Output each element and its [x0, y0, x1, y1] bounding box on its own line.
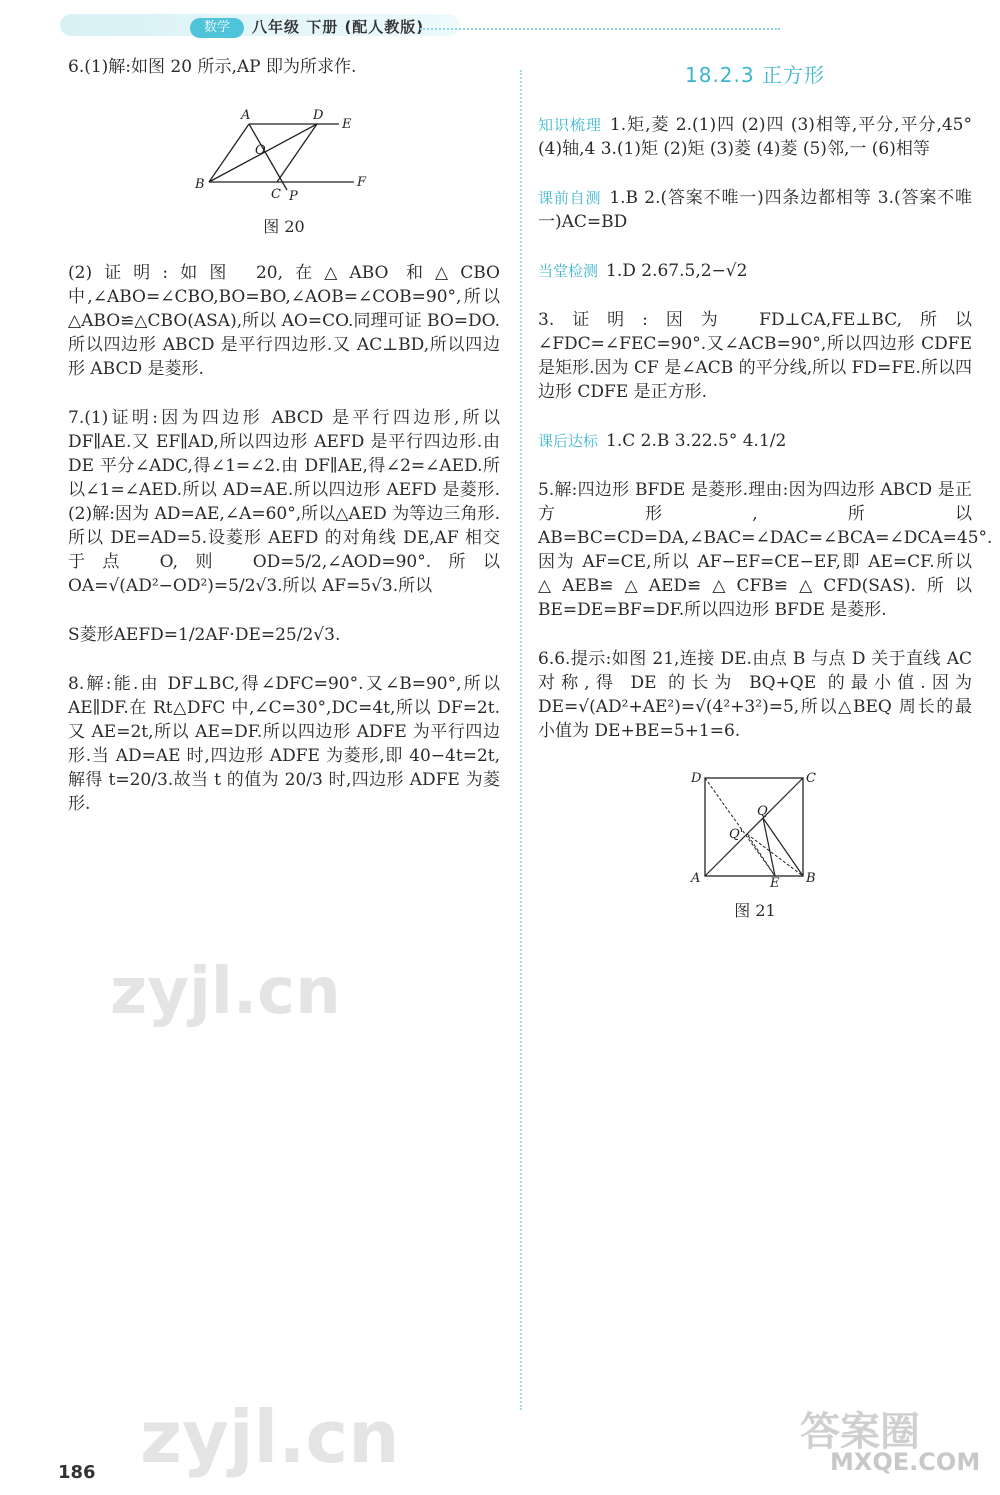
q6-part2: (2)证明:如图 20,在△ABO 和△CBO 中,∠ABO=∠CBO,BO=BO,∠AOB=∠COB=90°,所以△ABO≌△CBO(ASA),所以 AO=CO.同理可证 BO=DO.所以四边形 ABCD 是平行四边形.又 AC⊥BD,所以四边形 ABCD 是菱形. — [68, 263, 500, 379]
fig21-label-Q: Q — [757, 804, 768, 819]
q7: 7.(1)证明:因为四边形 ABCD 是平行四边形,所以 DF∥AE.又 EF∥AD,所以四边形 AEFD 是平行四边形.由 DE 平分∠ADC,得∠1=∠2.由 DF∥AE,得∠2=∠AED.所以∠1=∠AED.所以 AD=AE.所以四边形 AEFD 是菱形. (2)解:因为 AD=AE,∠A=60°,所以△AED 为等边三角形.所以 DE=AD=5.设菱形 AEFD 的对角线 DE,AF 相交于点 O,则 OD=5/2,∠AOD=90°.所以 OA=√(AD²−OD²)=5/2√3.所以 AF=5√3.所以 — [68, 408, 500, 596]
inclass-text: 1.D 2.67.5,2−√2 — [606, 261, 748, 281]
figure-20-caption: 图 20 — [263, 217, 305, 236]
in-class-check — [538, 259, 972, 283]
afterclass-text: 1.C 2.B 3.22.5° 4.1/2 — [606, 431, 787, 451]
fig20-label-C: C — [271, 187, 281, 202]
q3-proof: 3.证明:因为 FD⊥CA,FE⊥BC,所以∠FDC=∠FEC=90°.又∠ACB=90°,所以四边形 CDFE 是矩形.因为 CF 是∠ACB 的平分线,所以 FD=FE.所以四边形 CDFE 是正方形. — [538, 310, 972, 402]
watermark-mxqe: MXQE.COM — [830, 1448, 981, 1476]
right-column — [538, 55, 993, 945]
figure-21-caption: 图 21 — [734, 901, 776, 920]
watermark-zyjl-2: zyjl.cn — [140, 1395, 400, 1479]
fig21-label-D: D — [691, 771, 702, 786]
figure-20 — [68, 104, 500, 239]
q6-part1: 6.(1)解:如图 20 所示,AP 即为所求作. — [68, 57, 357, 77]
fig20-label-E: E — [342, 117, 352, 132]
figure-21 — [538, 768, 972, 923]
left-column — [68, 55, 500, 841]
q8: 8.解:能.由 DF⊥BC,得∠DFC=90°.又∠B=90°,所以 AE∥DF.在 Rt△DFC 中,∠C=30°,DC=4t,所以 DF=2t.又 AE=2t,所以 AE=DF.所以四边形 ADFE 为平行四边形.当 AD=AE 时,四边形 ADFE 为菱形,即 40−4t=2t,解得 t=20/3.故当 t 的值为 20/3 时,四边形 ADFE 为菱形. — [68, 674, 500, 814]
column-divider — [520, 70, 522, 1410]
subject-badge: 数学 — [190, 18, 244, 38]
fig21-label-E: E — [770, 876, 780, 888]
watermark-zyjl-1: zyjl.cn — [110, 955, 341, 1029]
fig21-label-B: B — [806, 871, 816, 886]
pre-class-test — [538, 186, 972, 234]
page-number: 186 — [58, 1462, 96, 1483]
fig20-label-O: O — [255, 143, 266, 158]
tag-inclass: 当堂检测 — [538, 262, 599, 280]
header-dotted-line — [420, 28, 780, 30]
tag-afterclass: 课后达标 — [538, 432, 599, 450]
q6-hint: 6.6.提示:如图 21,连接 DE.由点 B 与点 D 关于直线 AC 对称,得 DE 的长为 BQ+QE 的最小值.因为 DE=√(AD²+AE²)=√(4²+3²)=5,所以△BEQ 周长的最小值为 DE+BE=5+1=6. — [538, 649, 972, 741]
knowledge-text: 1.矩,菱 2.(1)四 (2)四 (3)相等,平分,平分,45° (4)轴,4 3.(1)矩 (2)矩 (3)菱 (4)菱 (5)邻,一 (6)相等 — [538, 115, 972, 159]
fig20-label-F: F — [357, 175, 367, 190]
fig21-label-C: C — [806, 771, 816, 786]
fig20-label-P: P — [289, 189, 298, 204]
figure-21-diagram — [685, 768, 825, 888]
fig21-label-Q-prime: Q' — [729, 827, 744, 842]
page-header — [0, 0, 1000, 46]
section-title: 18.2.3 正方形 — [685, 63, 825, 87]
fig21-label-A: A — [691, 871, 701, 886]
fig20-label-B: B — [195, 177, 205, 192]
knowledge-review — [538, 113, 972, 161]
q5: 5.解:四边形 BFDE 是菱形.理由:因为四边形 ABCD 是正方形,所以 AB=BC=CD=DA,∠BAC=∠DAC=∠BCA=∠DCA=45°.因为 AF=CE,所以 AF−EF=CE−EF,即 AE=CF.所以△AEB≌△AED≌△CFB≌△CFD(SAS).所以 BE=DE=BF=DF.所以四边形 BFDE 是菱形. — [538, 480, 993, 620]
fig20-label-A: A — [241, 108, 251, 123]
watermark-daanquan: 答案圈 — [800, 1409, 920, 1455]
figure-20-diagram — [189, 104, 379, 204]
fig20-label-D: D — [313, 108, 324, 123]
q7-area: S菱形AEFD=1/2AF·DE=25/2√3. — [68, 625, 341, 645]
after-class — [538, 429, 972, 453]
preclass-text: 1.B 2.(答案不唯一)四条边都相等 3.(答案不唯一)AC=BD — [538, 188, 972, 232]
tag-preclass: 课前自测 — [538, 189, 602, 207]
header-title: 八年级 下册 (配人教版) — [252, 18, 425, 36]
tag-knowledge: 知识梳理 — [538, 116, 602, 134]
